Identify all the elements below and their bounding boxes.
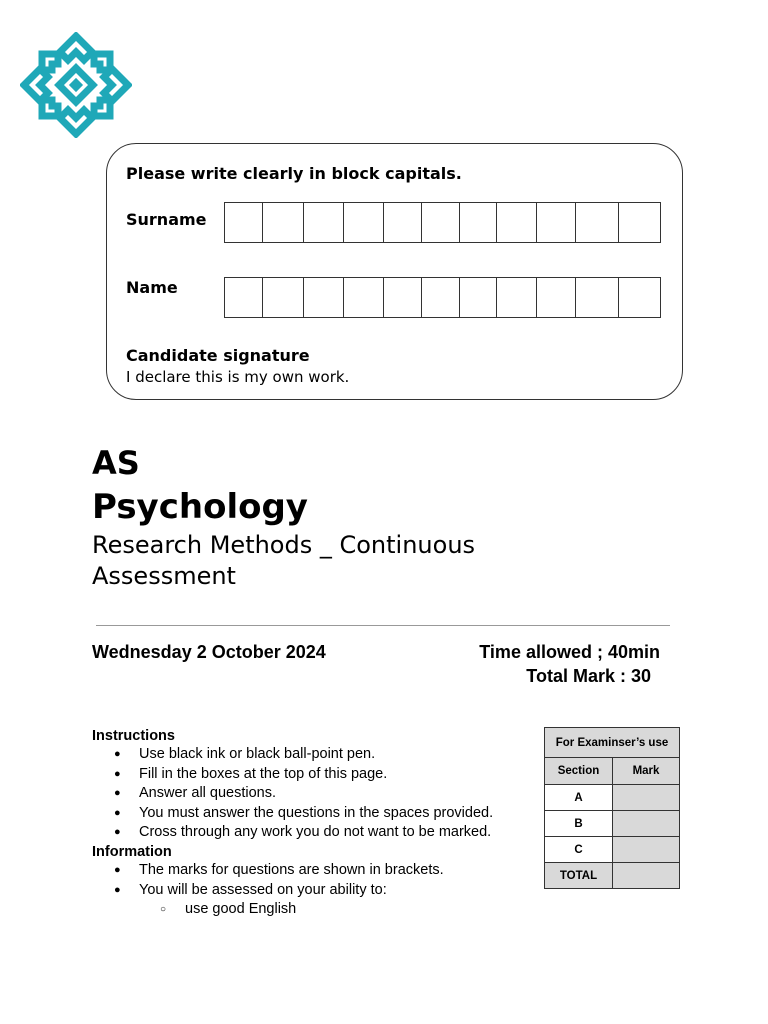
mark-cell-a[interactable] (613, 785, 680, 811)
mark-cell-c[interactable] (613, 837, 680, 863)
section-column-header: Section (545, 758, 613, 785)
list-item: ● Fill in the boxes at the top of this page. (92, 765, 493, 785)
examiner-marks-table (544, 727, 680, 889)
surname-letter-box[interactable] (304, 203, 344, 242)
surname-label: Surname (126, 210, 207, 229)
list-item: ● You must answer the questions in the spaces provided. (92, 804, 493, 824)
name-label: Name (126, 278, 178, 297)
surname-letter-box[interactable] (225, 203, 263, 242)
exam-subject: Psychology (92, 487, 308, 527)
name-letter-box[interactable] (537, 278, 576, 317)
mark-cell-total[interactable] (613, 863, 680, 889)
sub-list-item: ○ use good English (92, 900, 444, 920)
surname-letter-box[interactable] (460, 203, 497, 242)
total-mark: Total Mark : 30 (526, 666, 651, 686)
name-letter-box[interactable] (497, 278, 537, 317)
list-item: ● Answer all questions. (92, 784, 493, 804)
paper-title: Research Methods _ Continuous Assessment (92, 531, 476, 590)
name-input-grid[interactable] (224, 277, 661, 318)
name-letter-box[interactable] (304, 278, 344, 317)
surname-letter-box[interactable] (384, 203, 422, 242)
section-label-a: A (545, 785, 613, 811)
total-label: TOTAL (545, 863, 613, 889)
section-label-c: C (545, 837, 613, 863)
name-letter-box[interactable] (460, 278, 497, 317)
examiner-table-title: For Examinser’s use (545, 728, 680, 758)
mark-cell-b[interactable] (613, 811, 680, 837)
signature-label: Candidate signature (126, 346, 310, 365)
list-item: ● Cross through any work you do not want to be marked. (92, 823, 493, 843)
exam-date: Wednesday 2 October 2024 (92, 642, 326, 662)
name-letter-box[interactable] (344, 278, 384, 317)
list-item: ● You will be assessed on your ability to: (92, 881, 444, 901)
surname-input-grid[interactable] (224, 202, 661, 243)
name-letter-box[interactable] (576, 278, 619, 317)
name-letter-box[interactable] (384, 278, 422, 317)
list-item: ● The marks for questions are shown in brackets. (92, 861, 444, 881)
divider-line (96, 625, 670, 626)
surname-letter-box[interactable] (422, 203, 460, 242)
candidate-box-heading: Please write clearly in block capitals. (126, 164, 462, 183)
list-item: ● Use black ink or black ball-point pen. (92, 745, 493, 765)
instructions-list (92, 745, 493, 843)
surname-letter-box[interactable] (537, 203, 576, 242)
surname-letter-box[interactable] (619, 203, 660, 242)
name-letter-box[interactable] (225, 278, 263, 317)
surname-letter-box[interactable] (497, 203, 537, 242)
exam-level: AS (92, 444, 140, 482)
section-label-b: B (545, 811, 613, 837)
time-allowed: Time allowed ; 40min (479, 642, 660, 662)
candidate-details-box (106, 143, 683, 400)
school-logo-icon (20, 32, 132, 138)
instructions-heading: Instructions (92, 728, 175, 744)
information-list (92, 861, 444, 920)
declaration-text: I declare this is my own work. (126, 368, 350, 386)
name-letter-box[interactable] (619, 278, 660, 317)
name-letter-box[interactable] (263, 278, 304, 317)
mark-column-header: Mark (613, 758, 680, 785)
surname-letter-box[interactable] (576, 203, 619, 242)
surname-letter-box[interactable] (263, 203, 304, 242)
name-letter-box[interactable] (422, 278, 460, 317)
information-heading: Information (92, 844, 172, 860)
surname-letter-box[interactable] (344, 203, 384, 242)
